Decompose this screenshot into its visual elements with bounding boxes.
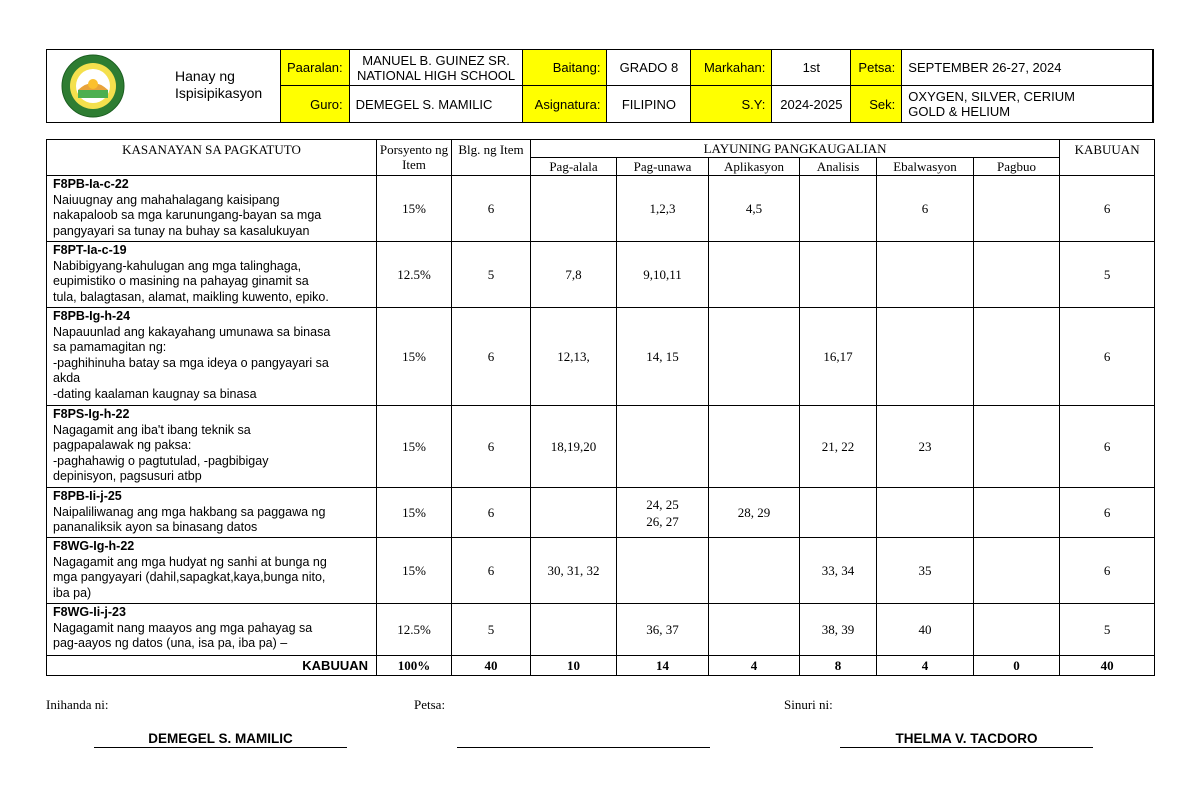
- level-cell: 1,2,3: [617, 176, 709, 242]
- total-cell: 6: [1060, 176, 1155, 242]
- total-cell: 5: [1060, 242, 1155, 308]
- level-cell: 40: [877, 604, 974, 656]
- header-level-ebalwasyon: Ebalwasyon: [877, 158, 974, 176]
- baitang-value: GRADO 8: [607, 50, 691, 86]
- sek-label: Sek:: [851, 86, 902, 123]
- level-cell: [974, 242, 1060, 308]
- count-cell: 6: [452, 488, 531, 538]
- competency-desc: Nabibigyang-kahulugan ang mga talinghaga, eupimistiko o masining na pahayag ginamit sa tula, balagtasan, alamat, maikling kuwento, epiko.: [53, 258, 329, 304]
- header-level-pag-alala: Pag-alala: [531, 158, 617, 176]
- percent-cell: 15%: [377, 538, 452, 604]
- level-cell: [877, 488, 974, 538]
- level-cell: [974, 538, 1060, 604]
- level-cell: [800, 176, 877, 242]
- header-level-aplikasyon: Aplikasyon: [709, 158, 800, 176]
- level-cell: [709, 242, 800, 308]
- totals-row: [47, 656, 1155, 676]
- asignatura-label: Asignatura:: [523, 86, 607, 123]
- competency-desc: Napauunlad ang kakayahang umunawa sa binasa sa pamamagitan ng: -paghihinuha batay sa mga ideya o pangyayari sa akda -dating kaalaman kaugnay sa binasa: [53, 324, 331, 401]
- level-cell: [877, 308, 974, 406]
- level-cell: [531, 604, 617, 656]
- paaralan-value: [349, 50, 523, 86]
- sy-value: 2024-2025: [772, 86, 851, 123]
- competency-code: F8PB-Ii-j-25: [53, 489, 122, 503]
- competency-desc: Nagagamit ang mga hudyat ng sanhi at bunga ng mga pangyayari (dahil,sapagkat,kaya,bunga nito, iba pa): [53, 554, 327, 600]
- competency-cell: [47, 488, 377, 538]
- level-cell: [974, 176, 1060, 242]
- table-row: [47, 242, 1155, 308]
- totals-count: 40: [452, 656, 531, 676]
- competency-desc: Nagagamit ang iba't ibang teknik sa pagpapalawak ng paksa: -paghahawig o pagtutulad, -pagbibigay depinisyon, pagsusuri atbp: [53, 422, 269, 483]
- competency-cell: [47, 604, 377, 656]
- totals-label: KABUUAN: [47, 656, 377, 676]
- header-total: KABUUAN: [1060, 140, 1155, 176]
- totals-level: 0: [974, 656, 1060, 676]
- percent-cell: 12.5%: [377, 242, 452, 308]
- petsa-label: Petsa:: [851, 50, 902, 86]
- percent-cell: 15%: [377, 308, 452, 406]
- level-cell: [531, 176, 617, 242]
- competency-cell: [47, 308, 377, 406]
- prepared-by-name: DEMEGEL S. MAMILIC: [94, 731, 347, 748]
- totals-percent: 100%: [377, 656, 452, 676]
- level-cell: 18,19,20: [531, 406, 617, 488]
- competency-cell: [47, 406, 377, 488]
- level-cell: [709, 604, 800, 656]
- count-cell: 6: [452, 406, 531, 488]
- competency-code: F8PT-Ia-c-19: [53, 243, 127, 257]
- level-cell: [974, 406, 1060, 488]
- header-level-analisis: Analisis: [800, 158, 877, 176]
- totals-level: 8: [800, 656, 877, 676]
- level-cell: [800, 242, 877, 308]
- header-level-pagbuo: Pagbuo: [974, 158, 1060, 176]
- level-cell: 16,17: [800, 308, 877, 406]
- level-cell: 36, 37: [617, 604, 709, 656]
- level-cell: [800, 488, 877, 538]
- level-cell: 4,5: [709, 176, 800, 242]
- paaralan-value-line-1: MANUEL B. GUINEZ SR.: [362, 52, 510, 68]
- paaralan-label: Paaralan:: [281, 50, 350, 86]
- prepared-by-label: Inihanda ni:: [46, 697, 109, 712]
- asignatura-value: FILIPINO: [607, 86, 691, 123]
- level-cell: [974, 488, 1060, 538]
- level-cell: [709, 308, 800, 406]
- totals-level: 14: [617, 656, 709, 676]
- sek-value-line-2: GOLD & HELIUM: [908, 104, 1011, 119]
- count-cell: 5: [452, 242, 531, 308]
- competency-desc: Nagagamit nang maayos ang mga pahayag sa pag-aayos ng datos (una, isa pa, iba pa) –: [53, 620, 313, 650]
- level-cell: [974, 308, 1060, 406]
- level-cell: 21, 22: [800, 406, 877, 488]
- baitang-label: Baitang:: [523, 50, 607, 86]
- count-cell: 6: [452, 308, 531, 406]
- level-cell: [877, 242, 974, 308]
- count-cell: 6: [452, 538, 531, 604]
- level-cell: [709, 538, 800, 604]
- header-level-pag-unawa: Pag-unawa: [617, 158, 709, 176]
- level-cell: 23: [877, 406, 974, 488]
- level-cell: 38, 39: [800, 604, 877, 656]
- header-count: Blg. ng Item: [452, 140, 531, 176]
- count-cell: 5: [452, 604, 531, 656]
- level-cell: [974, 604, 1060, 656]
- total-cell: 6: [1060, 406, 1155, 488]
- markahan-value: 1st: [772, 50, 851, 86]
- sy-label: S.Y:: [691, 86, 772, 123]
- total-cell: 6: [1060, 488, 1155, 538]
- level-cell: [709, 406, 800, 488]
- level-cell: 6: [877, 176, 974, 242]
- document-header: [46, 49, 1154, 123]
- header-competency: KASANAYAN SA PAGKATUTO: [47, 140, 377, 176]
- level-cell: [617, 538, 709, 604]
- totals-level: 4: [709, 656, 800, 676]
- totals-level: 10: [531, 656, 617, 676]
- header-info-table: [280, 49, 1153, 123]
- competency-desc: Naiuugnay ang mahahalagang kaisipang nakapaloob sa mga karunungang-bayan sa mga pangyayari sa tunay na buhay sa kasalukuyan: [53, 192, 322, 238]
- level-cell: [531, 488, 617, 538]
- level-cell: 9,10,11: [617, 242, 709, 308]
- petsa-value: SEPTEMBER 26-27, 2024: [902, 50, 1153, 86]
- table-row: [47, 538, 1155, 604]
- table-row: [47, 488, 1155, 538]
- title-line-2: Ispisipikasyon: [175, 85, 263, 101]
- school-logo-icon: [61, 54, 125, 118]
- sek-value: [902, 86, 1153, 123]
- sek-value-line-1: OXYGEN, SILVER, CERIUM: [908, 89, 1075, 104]
- level-cell: 30, 31, 32: [531, 538, 617, 604]
- totals-level: 4: [877, 656, 974, 676]
- header-objectives: LAYUNING PANGKAUGALIAN: [531, 140, 1060, 158]
- header-percent: Porsyento ng Item: [377, 140, 452, 176]
- total-cell: 6: [1060, 308, 1155, 406]
- percent-cell: 12.5%: [377, 604, 452, 656]
- level-cell: 24, 25 26, 27: [617, 488, 709, 538]
- competency-code: F8PB-Ig-h-24: [53, 309, 131, 323]
- competency-cell: [47, 242, 377, 308]
- level-cell: [617, 406, 709, 488]
- checked-by-label: Sinuri ni:: [784, 697, 833, 712]
- count-cell: 6: [452, 176, 531, 242]
- level-cell: 33, 34: [800, 538, 877, 604]
- guro-value: DEMEGEL S. MAMILIC: [349, 86, 523, 123]
- date-label: Petsa:: [414, 697, 446, 712]
- markahan-label: Markahan:: [691, 50, 772, 86]
- percent-cell: 15%: [377, 176, 452, 242]
- totals-total: 40: [1060, 656, 1155, 676]
- table-row: [47, 406, 1155, 488]
- document-title: [175, 68, 262, 102]
- table-row: [47, 604, 1155, 656]
- competency-code: F8WG-Ig-h-22: [53, 539, 135, 553]
- level-cell: 28, 29: [709, 488, 800, 538]
- specification-table: [46, 139, 1155, 676]
- percent-cell: 15%: [377, 488, 452, 538]
- competency-cell: [47, 538, 377, 604]
- level-cell: 7,8: [531, 242, 617, 308]
- date-signature-line: [457, 731, 710, 748]
- level-cell: 12,13,: [531, 308, 617, 406]
- level-cell: 14, 15: [617, 308, 709, 406]
- competency-code: F8WG-Ii-j-23: [53, 605, 126, 619]
- percent-cell: 15%: [377, 406, 452, 488]
- level-cell: 35: [877, 538, 974, 604]
- total-cell: 6: [1060, 538, 1155, 604]
- competency-desc: Naipaliliwanag ang mga hakbang sa paggawa ng pananaliksik ayon sa binasang datos: [53, 504, 326, 534]
- guro-label: Guro:: [281, 86, 350, 123]
- checked-by-name: THELMA V. TACDORO: [840, 731, 1093, 748]
- total-cell: 5: [1060, 604, 1155, 656]
- paaralan-value-line-2: NATIONAL HIGH SCHOOL: [356, 67, 516, 83]
- title-line-1: Hanay ng: [175, 68, 235, 84]
- competency-cell: [47, 176, 377, 242]
- competency-code: F8PS-Ig-h-22: [53, 407, 130, 421]
- table-row: [47, 176, 1155, 242]
- table-row: [47, 308, 1155, 406]
- competency-code: F8PB-Ia-c-22: [53, 177, 129, 191]
